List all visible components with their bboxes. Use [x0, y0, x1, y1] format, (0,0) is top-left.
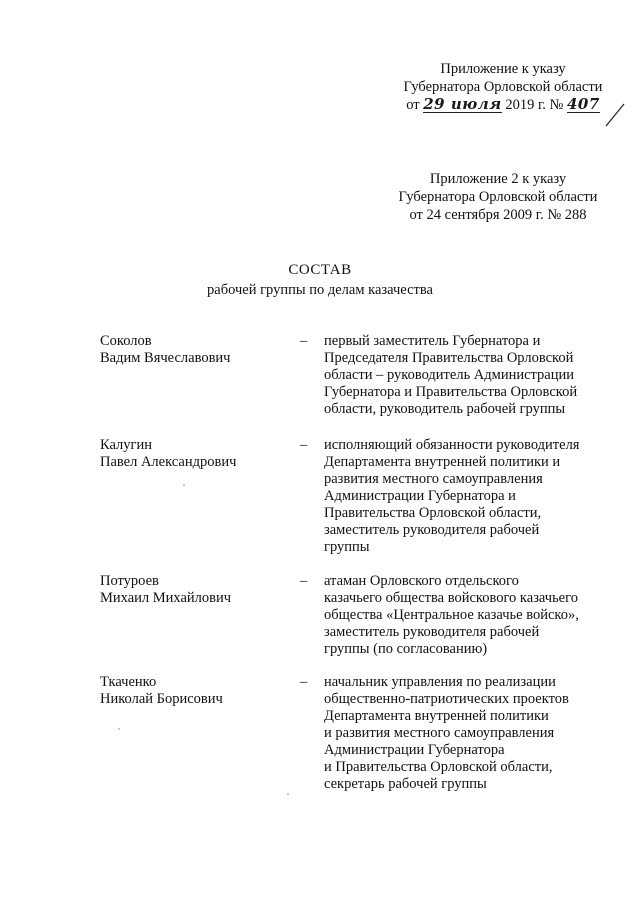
appendix-original-line1: Приложение 2 к указу	[429, 171, 567, 187]
appendix-original-line3: от 24 сентября 2009 г. № 288	[409, 207, 587, 223]
role-line: Правительства Орловской области,	[324, 505, 542, 521]
member-surname: Потуроев	[100, 573, 159, 589]
member-given-names: Павел Александрович	[100, 454, 237, 470]
appendix-current-line1: Приложение к указу	[440, 61, 566, 77]
member-role	[324, 437, 594, 556]
appendix-current-line2: Губернатора Орловской области	[403, 79, 603, 95]
role-line: Губернатора и Правительства Орловской	[324, 384, 578, 400]
role-line: Департамента внутренней политики и	[324, 454, 561, 470]
role-line: первый заместитель Губернатора и	[324, 333, 541, 349]
pen-stroke-icon	[594, 102, 634, 128]
role-line: казачьего общества войскового казачьего	[324, 590, 578, 606]
role-line: секретарь рабочей группы	[324, 776, 487, 792]
member-surname: Калугин	[100, 437, 152, 453]
role-line: и Правительства Орловской области,	[324, 759, 553, 775]
appendix-current-date-row	[406, 96, 600, 114]
handwritten-date: 29 июля	[423, 95, 502, 113]
member-role	[324, 573, 594, 658]
member-name	[100, 437, 270, 471]
member-name	[100, 674, 270, 708]
role-line: общества «Центральное казачье войско»,	[324, 607, 579, 623]
appendix-original-line2: Губернатора Орловской области	[398, 189, 598, 205]
handwritten-number: 407	[566, 95, 600, 113]
role-line: Администрации Губернатора	[324, 742, 505, 758]
scan-speck	[118, 728, 120, 730]
role-line: исполняющий обязанности руководителя	[324, 437, 580, 453]
appendix-original-header	[388, 170, 608, 224]
role-line: Администрации Губернатора и	[324, 488, 516, 504]
member-given-names: Михаил Михайлович	[100, 590, 232, 606]
role-line: области – руководитель Администрации	[324, 367, 575, 383]
member-role	[324, 674, 594, 793]
member-dash: –	[300, 674, 308, 690]
member-surname: Соколов	[100, 333, 152, 349]
role-line: Председателя Правительства Орловской	[324, 350, 574, 366]
member-surname: Ткаченко	[100, 674, 157, 690]
role-line: Департамента внутренней политики	[324, 708, 549, 724]
role-line: заместитель руководителя рабочей	[324, 624, 540, 640]
member-given-names: Вадим Вячеславович	[100, 350, 231, 366]
role-line: группы (по согласованию)	[324, 641, 488, 657]
role-line: начальник управления по реализации	[324, 674, 556, 690]
role-line: и развития местного самоуправления	[324, 725, 555, 741]
date-suffix: 2019 г. №	[505, 97, 564, 113]
document-subtitle: рабочей группы по делам казачества	[207, 282, 433, 298]
member-dash: –	[300, 333, 308, 349]
role-line: заместитель руководителя рабочей	[324, 522, 540, 538]
scan-speck	[287, 793, 289, 795]
appendix-current-header	[388, 60, 618, 114]
member-given-names: Николай Борисович	[100, 691, 223, 707]
role-line: атаман Орловского отдельского	[324, 573, 519, 589]
role-line: группы	[324, 539, 370, 555]
role-line: развития местного самоуправления	[324, 471, 543, 487]
member-role	[324, 333, 594, 418]
member-dash: –	[300, 573, 308, 589]
role-line: общественно-патриотических проектов	[324, 691, 569, 707]
member-dash: –	[300, 437, 308, 453]
scan-speck	[183, 484, 185, 486]
document-title: СОСТАВ	[288, 262, 352, 278]
date-prefix: от	[406, 97, 420, 113]
member-name	[100, 573, 270, 607]
member-name	[100, 333, 270, 367]
role-line: области, руководитель рабочей группы	[324, 401, 566, 417]
